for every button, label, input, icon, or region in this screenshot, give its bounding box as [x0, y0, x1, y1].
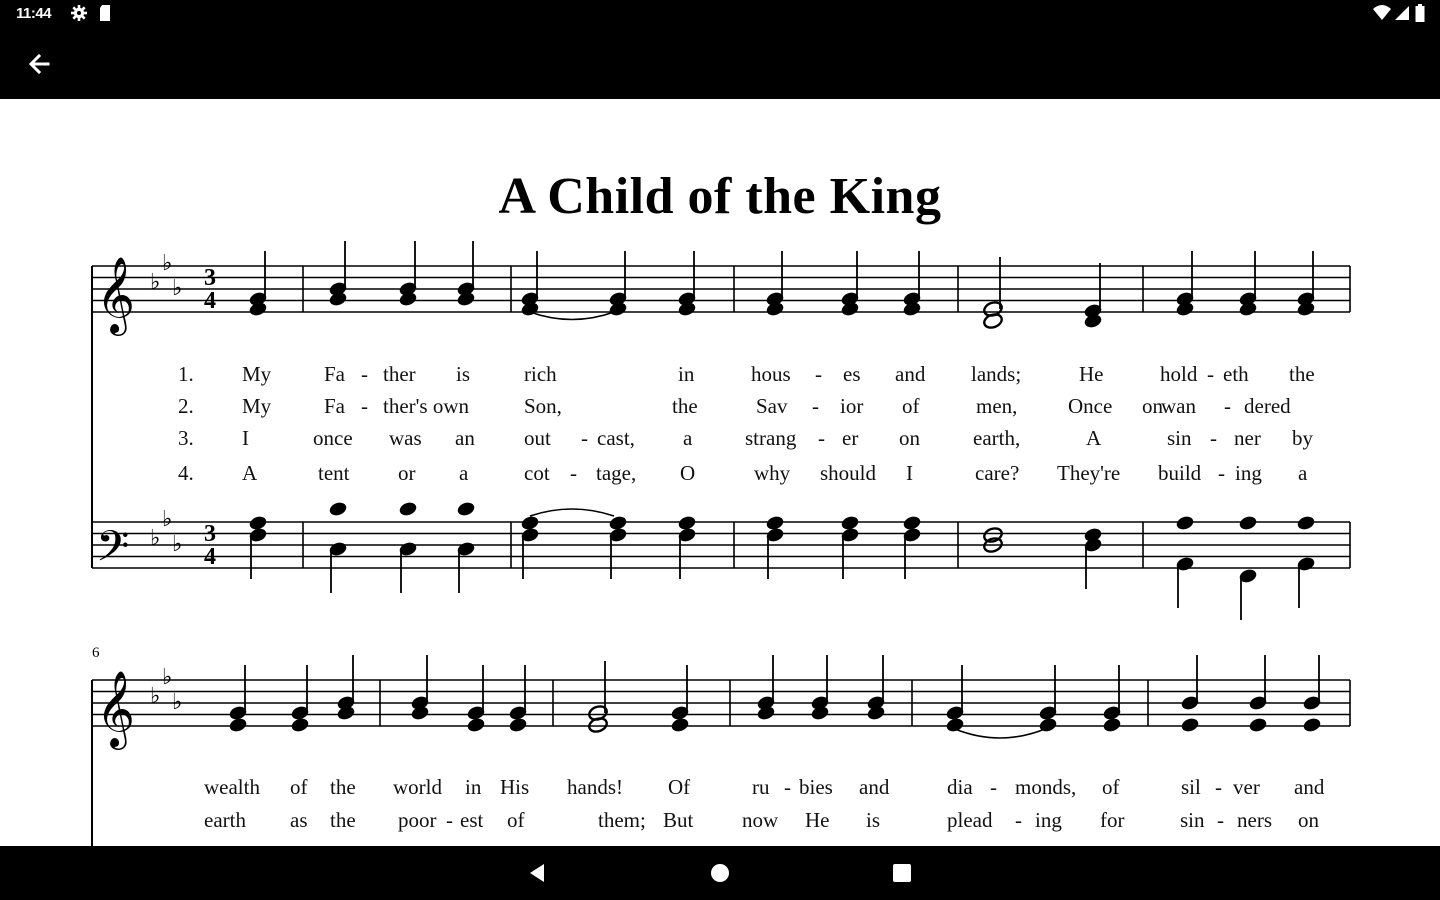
- lyric-syllable: is: [456, 362, 471, 386]
- bass-note: [398, 500, 418, 517]
- lyric-syllable: once: [313, 426, 353, 450]
- lyric-syllable: My: [242, 362, 272, 386]
- lyric-syllable: cast,: [597, 426, 635, 450]
- flat-sign: ♭: [172, 689, 183, 714]
- lyric-syllable: -: [818, 426, 825, 450]
- lyric-syllable: tage,: [596, 461, 637, 485]
- lyric-syllable: Once: [1068, 394, 1113, 418]
- lyric-syllable: He: [805, 808, 830, 832]
- flat-sign: ♭: [150, 683, 161, 708]
- lyric-syllable: sin: [1167, 426, 1192, 450]
- lyric-syllable: ners: [1237, 808, 1272, 832]
- lyric-syllable: a: [459, 461, 469, 485]
- lyric-syllable: Sav: [756, 394, 788, 418]
- bass-note: [1238, 514, 1258, 531]
- treble-note: [1248, 716, 1268, 733]
- lyric-syllable: the: [330, 808, 356, 832]
- lyric-syllable: Of: [668, 775, 691, 799]
- nav-home-icon[interactable]: [706, 859, 734, 887]
- flat-sign: ♭: [150, 525, 161, 550]
- lyric-syllable: -: [361, 362, 368, 386]
- signal-icon: [1394, 4, 1410, 22]
- lyric-syllable: A: [1086, 426, 1102, 450]
- lyric-syllable: hands!: [567, 775, 623, 799]
- verse-number: 4.: [178, 461, 194, 485]
- lyric-syllable: poor: [398, 808, 437, 832]
- bass-note: [456, 500, 476, 517]
- lyric-syllable: sil: [1181, 775, 1201, 799]
- lyric-syllable: -: [990, 775, 997, 799]
- lyric-syllable: the: [1289, 362, 1315, 386]
- settings-icon: [70, 4, 88, 22]
- flat-sign: ♭: [162, 664, 173, 689]
- lyric-syllable: O: [680, 461, 696, 485]
- treble-note: [228, 716, 248, 733]
- lyric-syllable: on: [1142, 394, 1163, 418]
- lyric-syllable: -: [1217, 808, 1224, 832]
- lyric-syllable: is: [866, 808, 881, 832]
- battery-icon: [1414, 4, 1426, 24]
- lyric-syllable: He: [1079, 362, 1104, 386]
- lyric-syllable: ing: [1035, 808, 1062, 832]
- lyric-syllable: wan: [1161, 394, 1196, 418]
- lyric-syllable: cot: [524, 461, 550, 485]
- bass-note: [328, 500, 348, 517]
- lyric-syllable: rich: [524, 362, 557, 386]
- lyric-syllable: now: [742, 808, 779, 832]
- lyric-syllable: as: [290, 808, 308, 832]
- lyric-syllable: dered: [1244, 394, 1291, 418]
- tie: [530, 312, 614, 320]
- treble-note: [290, 716, 310, 733]
- lyric-syllable: ior: [840, 394, 864, 418]
- time-signature-top: 3: [204, 265, 216, 291]
- treble-clef: 𝄞: [96, 673, 136, 746]
- time-signature-top: 3: [204, 521, 216, 547]
- sd-card-icon: [98, 4, 112, 22]
- lyric-syllable: sin: [1180, 808, 1205, 832]
- lyric-syllable: for: [1100, 808, 1125, 832]
- lyric-syllable: of: [507, 808, 525, 832]
- lyric-syllable: of: [1102, 775, 1120, 799]
- lyric-syllable: hous: [751, 362, 791, 386]
- lyric-syllable: est: [460, 808, 484, 832]
- lyric-syllable: was: [389, 426, 422, 450]
- lyric-syllable: They're: [1057, 461, 1121, 485]
- lyric-syllable: and: [1294, 775, 1325, 799]
- lyric-syllable: His: [500, 775, 530, 799]
- lyric-syllable: monds,: [1015, 775, 1077, 799]
- lyric-syllable: A: [242, 461, 258, 485]
- lyric-syllable: eth: [1223, 362, 1249, 386]
- lyric-syllable: hold: [1160, 362, 1198, 386]
- time-signature-bottom: 4: [204, 288, 216, 314]
- lyric-syllable: ver: [1233, 775, 1260, 799]
- lyric-syllable: bies: [799, 775, 833, 799]
- lyric-syllable: why: [754, 461, 791, 485]
- flat-sign: ♭: [162, 506, 173, 531]
- treble-note: [670, 716, 690, 733]
- app-bar: [0, 28, 1440, 99]
- tie: [530, 509, 614, 516]
- lyric-syllable: -: [361, 394, 368, 418]
- bass-note: [1175, 514, 1195, 531]
- lyric-syllable: I: [242, 426, 249, 450]
- lyric-syllable: in: [465, 775, 482, 799]
- lyric-syllable: -: [1218, 461, 1225, 485]
- lyric-syllable: of: [290, 775, 308, 799]
- lyric-syllable: build: [1158, 461, 1202, 485]
- lyric-syllable: earth,: [973, 426, 1021, 450]
- lyric-syllable: in: [678, 362, 695, 386]
- lyric-syllable: an: [455, 426, 475, 450]
- treble-note: [1180, 716, 1200, 733]
- lyric-syllable: Fa: [324, 362, 345, 386]
- verse-number: 2.: [178, 394, 194, 418]
- nav-recents-icon[interactable]: [888, 859, 916, 887]
- lyric-syllable: ing: [1235, 461, 1262, 485]
- lyric-syllable: earth: [204, 808, 246, 832]
- lyric-syllable: them;: [598, 808, 646, 832]
- lyric-syllable: I: [906, 461, 913, 485]
- lyric-syllable: -: [1207, 362, 1214, 386]
- lyric-syllable: a: [683, 426, 693, 450]
- lyric-syllable: My: [242, 394, 272, 418]
- flat-sign: ♭: [172, 275, 183, 300]
- treble-note: [466, 716, 486, 733]
- lyric-syllable: the: [330, 775, 356, 799]
- lyric-syllable: er: [842, 426, 859, 450]
- song-title: A Child of the King: [498, 168, 942, 225]
- lyric-syllable: plead: [947, 808, 993, 832]
- bass-clef: 𝄢: [96, 524, 130, 581]
- lyric-syllable: out: [524, 426, 551, 450]
- lyric-syllable: -: [446, 808, 453, 832]
- lyric-syllable: on: [899, 426, 920, 450]
- nav-back-icon[interactable]: [523, 859, 551, 887]
- status-bar: [0, 0, 1440, 28]
- lyric-syllable: strang: [745, 426, 797, 450]
- lyric-syllable: Fa: [324, 394, 345, 418]
- lyric-syllable: But: [663, 808, 694, 832]
- lyric-syllable: on: [1298, 808, 1319, 832]
- sheet-music-view[interactable]: [0, 99, 1440, 846]
- status-time: 11:44: [16, 5, 52, 22]
- verse-number: 1.: [178, 362, 194, 386]
- arrow-back-icon[interactable]: [22, 46, 58, 82]
- lyric-syllable: tent: [318, 461, 350, 485]
- lyric-syllable: dia: [947, 775, 973, 799]
- lyric-syllable: -: [1015, 808, 1022, 832]
- flat-sign: ♭: [162, 250, 173, 275]
- time-signature-bottom: 4: [204, 544, 216, 570]
- lyric-syllable: -: [1210, 426, 1217, 450]
- lyric-syllable: ther: [383, 362, 416, 386]
- treble-note: [508, 716, 528, 733]
- lyric-syllable: by: [1292, 426, 1313, 450]
- lyric-syllable: -: [1215, 775, 1222, 799]
- lyric-syllable: -: [581, 426, 588, 450]
- lyric-syllable: or: [398, 461, 416, 485]
- lyric-syllable: men,: [976, 394, 1018, 418]
- verse-number: 3.: [178, 426, 194, 450]
- lyric-syllable: world: [393, 775, 442, 799]
- measure-number: 6: [92, 645, 100, 661]
- treble-clef: 𝄞: [96, 259, 136, 332]
- lyric-syllable: of: [902, 394, 920, 418]
- lyric-syllable: ther's own: [383, 394, 470, 418]
- lyric-syllable: a: [1298, 461, 1308, 485]
- lyric-syllable: the: [672, 394, 698, 418]
- lyric-syllable: -: [815, 362, 822, 386]
- lyric-syllable: -: [784, 775, 791, 799]
- lyric-syllable: es: [843, 362, 861, 386]
- lyric-syllable: and: [895, 362, 926, 386]
- navigation-bar: [0, 846, 1440, 900]
- lyric-syllable: care?: [975, 461, 1020, 485]
- lyric-syllable: -: [1224, 394, 1231, 418]
- lyric-syllable: and: [859, 775, 890, 799]
- lyric-syllable: should: [820, 461, 877, 485]
- lyric-syllable: -: [570, 461, 577, 485]
- lyric-syllable: ru: [752, 775, 770, 799]
- treble-note: [1102, 716, 1122, 733]
- lyric-syllable: Son,: [524, 394, 562, 418]
- lyric-syllable: wealth: [204, 775, 260, 799]
- wifi-icon: [1372, 4, 1392, 22]
- treble-note: [1302, 716, 1322, 733]
- flat-sign: ♭: [172, 531, 183, 556]
- lyric-syllable: ner: [1234, 426, 1261, 450]
- lyric-syllable: lands;: [971, 362, 1022, 386]
- tie: [955, 729, 1045, 738]
- lyric-syllable: -: [812, 394, 819, 418]
- flat-sign: ♭: [150, 269, 161, 294]
- bass-note: [1296, 514, 1316, 531]
